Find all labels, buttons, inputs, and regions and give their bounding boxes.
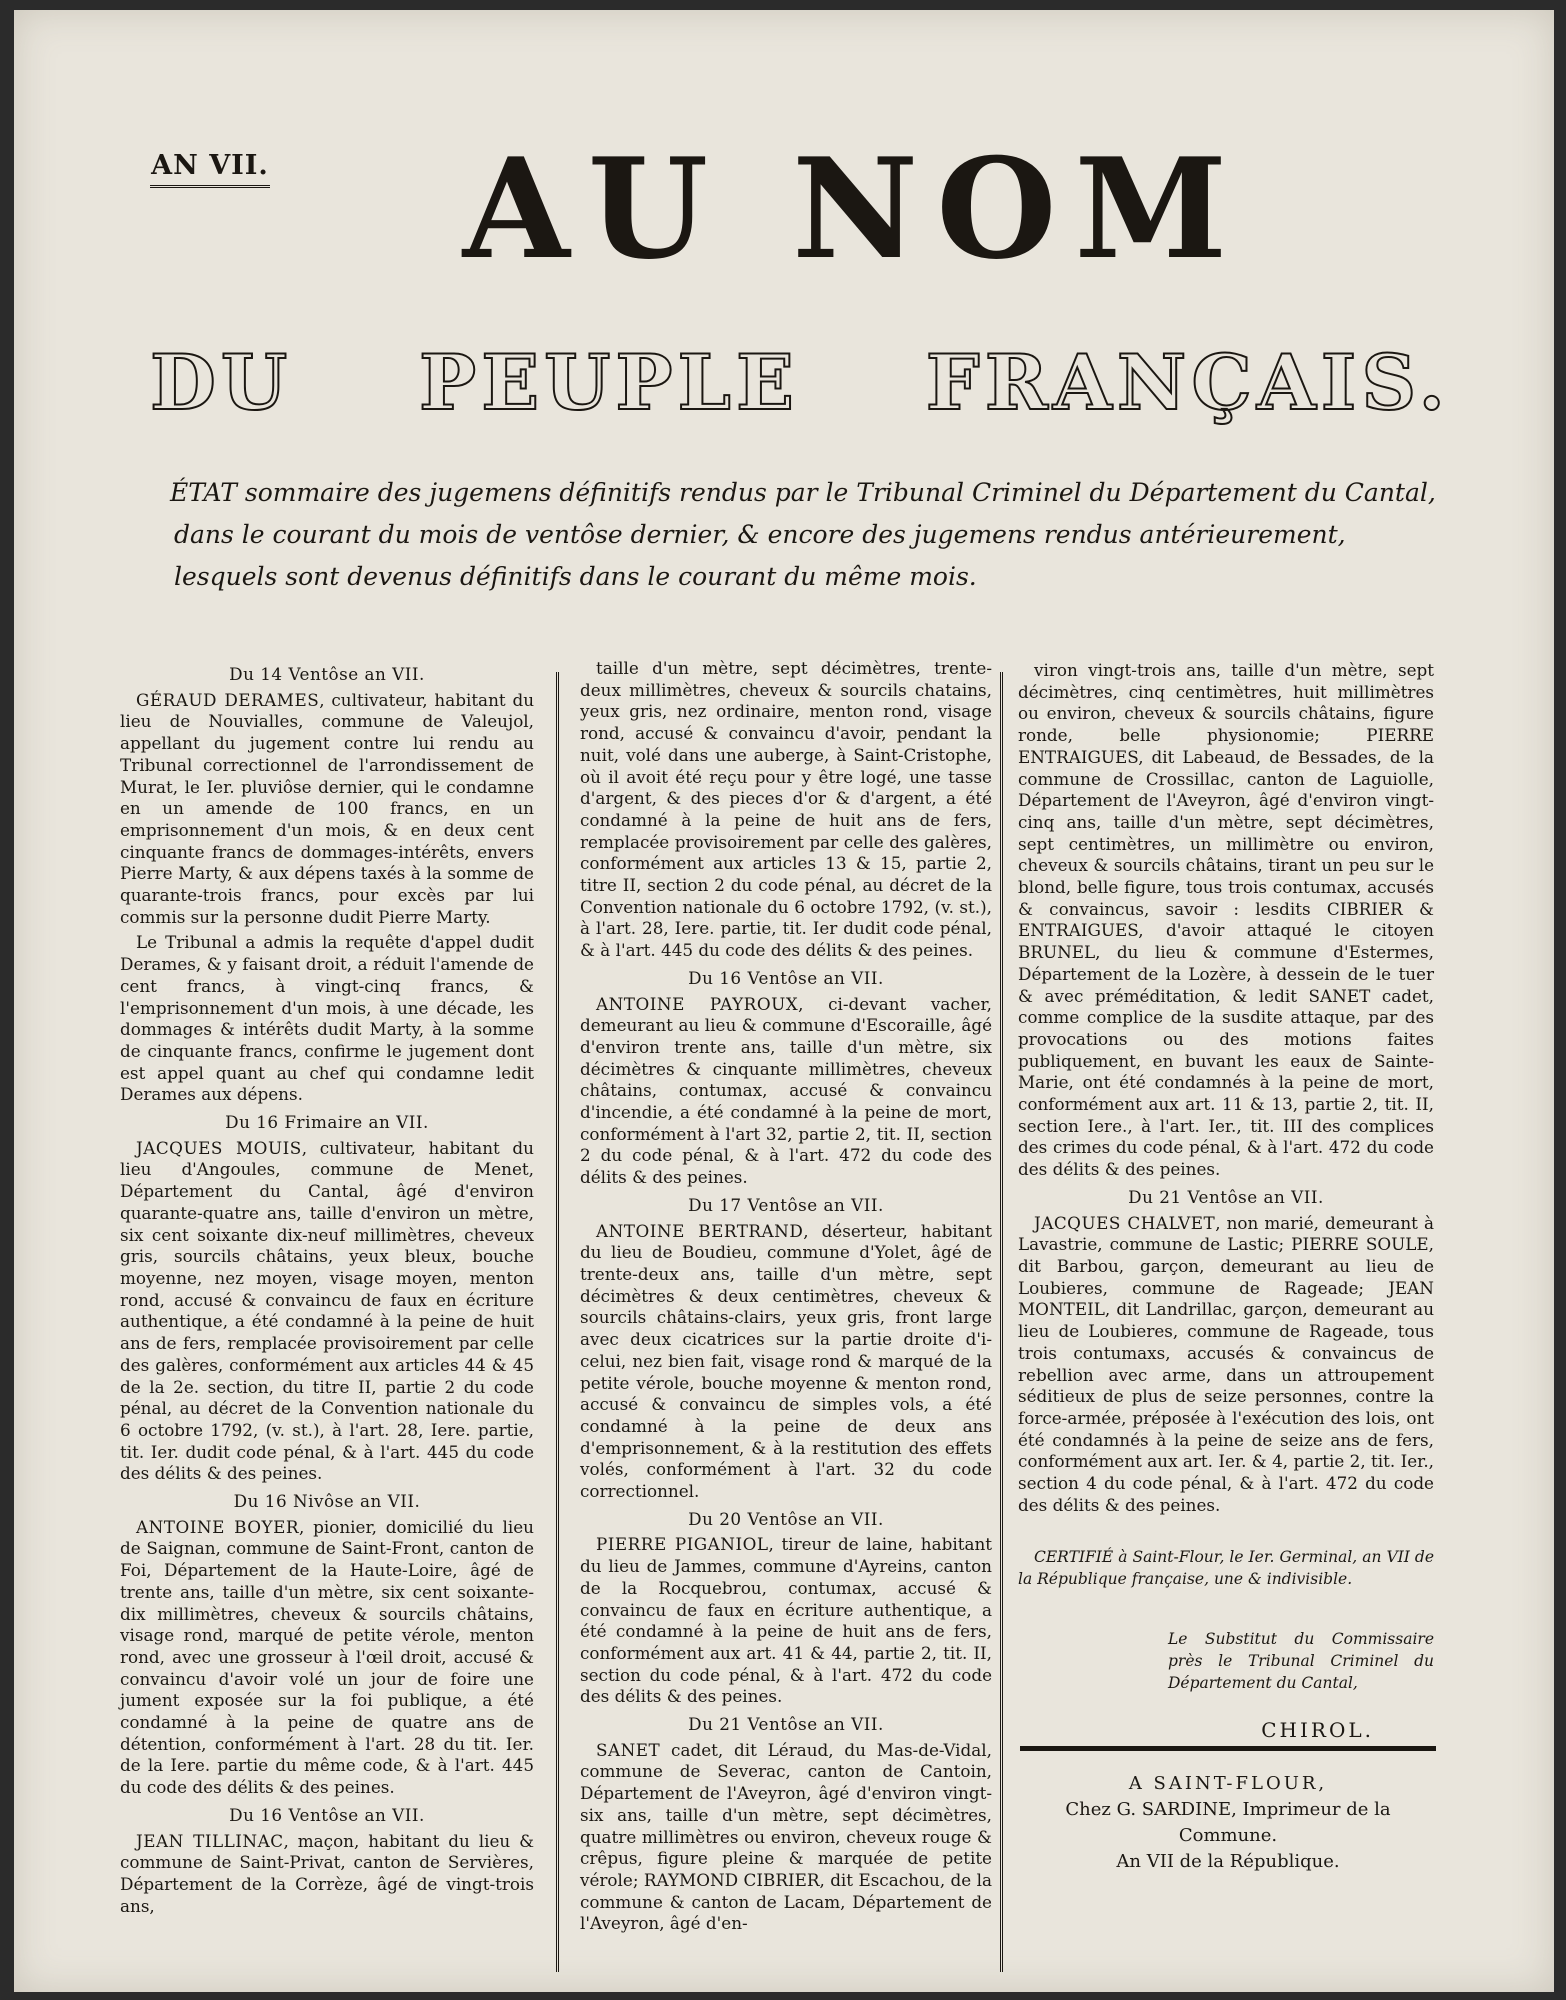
judgment-date: Du 17 Ventôse an VII. bbox=[688, 1194, 884, 1215]
printer-imprint bbox=[1020, 1746, 1436, 1875]
judgment-entry bbox=[580, 1740, 992, 1935]
defendant-name: ANTOINE PAYROUX bbox=[596, 993, 799, 1014]
defendant-name: GÉRAUD DERAMES bbox=[136, 689, 320, 710]
defendant-name: PIERRE PIGANIOL bbox=[596, 1534, 769, 1555]
summary-heading: ÉTAT sommaire des jugemens définitifs rendus par le Tribunal Criminel du Département du Cantal, dans le courant du mois de ventôse dernier, & encore des jugemens rendus antérieurement, lesquels sont devenus définitifs dans le courant du même mois. bbox=[170, 478, 1436, 591]
column-left bbox=[120, 658, 534, 1921]
judgment-date: Du 16 Ventôse an VII. bbox=[688, 967, 884, 988]
judgment-text: , déserteur, habitant du lieu de Boudieu, commune d'Yolet, âgé de trente-deux ans, taille d'un mètre, sept décimètres & deux centimètres, cheveux & sourcils châtains-clairs, yeux gris, front large avec deux cicatrices sur la partie droite d'i-celui, nez bien fait, visage rond & marqué de la petite vérole, bouche moyenne & menton rond, accusé & convaincu de simples vols, a été condamné à la peine de deux ans d'emprisonnement, & à la restitution des effets volés, conformément à l'art. 32 du code correctionnel. bbox=[580, 1220, 992, 1502]
judgment-text: , cultivateur, habitant du lieu d'Angoules, commune de Menet, Département du Cantal, âgé d'environ quarante-quatre ans, taille d'environ un mètre, six cent soixante dix-neuf millimètres, cheveux gris, sourcils châtains, yeux bleux, bouche moyenne, nez moyen, visage moyen, menton rond, accusé & convaincu de faux en écriture authentique, a été condamné à la peine de huit ans de fers, remplacée provisoirement par celle des galères, conformément aux articles 44 & 45 de la 2e. section, du titre II, partie 2 du code pénal, au décret de la Convention nationale du 6 octobre 1792, (v. st.), à l'art. 28, Iere. partie, tit. Ier. dudit code pénal, & à l'art. 445 du code des délits & des peines. bbox=[120, 1137, 534, 1484]
substitut-title: Le Substitut du Commissaire près le Tribunal Criminel du Département du Cantal, bbox=[1168, 1630, 1434, 1693]
defendant-name: ANTOINE BERTRAND bbox=[596, 1220, 804, 1241]
judgment-entry bbox=[1018, 660, 1434, 1181]
printer-name: Chez G. SARDINE, Imprimeur de la Commune. bbox=[1065, 1799, 1391, 1846]
judgment-entry bbox=[580, 1221, 992, 1503]
sub-title bbox=[150, 338, 1450, 427]
judgment-entry bbox=[120, 932, 534, 1106]
judgment-text: taille d'un mètre, sept décimètres, trente-deux millimètres, cheveux & sourcils chatains, yeux gris, nez ordinaire, menton rond, visage rond, accusé & convaincu d'avoir, pendant la nuit, volé dans une auberge, à Saint-Cristophe, où il avoit été reçu pour y être logé, une tasse d'argent, & des pieces d'or & d'argent, a été condamné à la peine de huit ans de fers, remplacée provisoirement par celle des galères, conformément aux articles 13 & 15, partie 2, titre II, section 2 du code pénal, au décret de la Convention nationale du 6 octobre 1792, (v. st.), à l'art. 28, Iere. partie, tit. Ier dudit code pénal, & à l'art. 445 du code des délits & des peines. bbox=[580, 658, 992, 961]
judgment-text: , maçon, habitant du lieu & commune de Saint-Privat, canton de Servières, Département de la Corrèze, âgé de vingt-trois ans, bbox=[120, 1830, 535, 1916]
judgment-date: Du 16 Ventôse an VII. bbox=[229, 1804, 425, 1825]
judgment-text: , pionier, domicilié du lieu de Saignan, commune de Saint-Front, canton de Foi, Département de la Haute-Loire, âgé de trente ans, taille d'un mètre, six cent soixante-dix millimètres, cheveux & sourcils châtains, visage rond, marqué de petite vérole, menton rond, avec une grosseur à l'œil droit, accusé & convaincu d'avoir volé un jour de foire une jument exposée sur la foi publique, a été condamné à la peine de quatre ans de détention, conformément à l'art. 28 du tit. Ier. de la Iere. partie du même code, & à l'art. 445 du code des délits & des peines. bbox=[120, 1516, 534, 1798]
judgment-text: cadet, dit Léraud, du Mas-de-Vidal, commune de Severac, canton de Cantoin, Département de l'Aveyron, âgé d'environ vingt-six ans, taille d'un mètre, sept décimètres, quatre millimètres ou environ, cheveux rouge & crêpus, figure pleine & marquée de petite vérole; RAYMOND CIBRIER, dit Escachou, de la commune & canton de Lacam, Département de l'Aveyron, âgé d'en- bbox=[580, 1739, 992, 1934]
main-title: AU NOM bbox=[462, 127, 1246, 290]
judgment-text: , ci-devant vacher, demeurant au lieu & commune d'Escoraille, âgé d'environ trente ans, taille d'un mètre, six décimètres & cinquante millimètres, cheveux châtains, contumax, accusé & convaincu d'incendie, a été condamné à la peine de mort, conformément à l'art 32, partie 2, tit. II, section 2 du code pénal, & à l'art. 472 du code des délits & des peines. bbox=[580, 993, 992, 1188]
column-right bbox=[1018, 660, 1434, 1742]
judgment-text: , cultivateur, habitant du lieu de Nouvialles, commune de Valeujol, appellant du jugement contre lui rendu au Tribunal correctionnel de l'arrondissement de Murat, le Ier. pluviôse dernier, qui le condamne en un amende de 100 francs, en un emprisonnement d'un mois, & en deux cent cinquante francs de dommages-intérêts, envers Pierre Marty, & aux dépens taxés à la somme de quarante-trois francs, pour excès par lui commis sur la personne dudit Pierre Marty. bbox=[120, 689, 534, 927]
column-divider-left bbox=[556, 672, 559, 1972]
certification: CERTIFIÉ à Saint-Flour, le Ier. Germinal, an VII de la République française, une & indivisible. bbox=[1018, 1548, 1434, 1589]
judgment-entry bbox=[580, 1534, 992, 1708]
column-divider-right bbox=[1000, 672, 1003, 1972]
column-right-entries bbox=[1018, 660, 1434, 1516]
year-tag: AN VII. bbox=[150, 150, 270, 188]
signature: CHIROL. bbox=[1261, 1718, 1374, 1743]
printer-city: A SAINT-FLOUR, bbox=[1128, 1773, 1328, 1794]
defendant-name: JACQUES CHALVET bbox=[1034, 1212, 1216, 1233]
defendant-name: SANET bbox=[596, 1739, 661, 1760]
judgment-text: , non marié, demeurant à Lavastrie, commune de Lastic; PIERRE SOULE, dit Barbou, garçon, demeurant au lieu de Loubieres, commune de Rageade; JEAN MONTEIL, dit Landrillac, garçon, demeurant au lieu de Loubieres, commune de Rageade, tous trois contumaxs, accusés & convaincus de rebellion avec arme, dans un attroupement séditieux de plus de seize personnes, contre la force-armée, préposée à l'exécution des lois, ont été condamnés à la peine de seize ans de fers, conformément aux art. Ier. & 4, partie 2, tit. Ier., section 4 du code pénal, & à l'art. 472 du code des délits & des peines. bbox=[1018, 1212, 1434, 1515]
judgment-entry bbox=[120, 1831, 534, 1918]
judgment-entry bbox=[580, 658, 992, 962]
judgment-date: Du 20 Ventôse an VII. bbox=[688, 1508, 884, 1529]
defendant-name: ANTOINE BOYER bbox=[136, 1516, 299, 1537]
judgment-text: Le Tribunal a admis la requête d'appel dudit Derames, & y faisant droit, a réduit l'amende de cent francs, à vingt-cinq francs, & l'emprisonnement d'un mois, à une décade, les dommages & intérêts dudit Marty, à la somme de cinquante francs, confirme le jugement dont est appel quant au chef qui condamne ledit Derames aux dépens. bbox=[120, 932, 534, 1105]
judgment-entry bbox=[120, 1138, 534, 1485]
judgment-date: Du 21 Ventôse an VII. bbox=[688, 1714, 884, 1735]
judgment-entry bbox=[120, 1517, 534, 1799]
title-word-du: DU bbox=[150, 338, 293, 427]
judgment-entry bbox=[1018, 1213, 1434, 1517]
judgment-date: Du 16 Nivôse an VII. bbox=[233, 1491, 421, 1512]
defendant-name: JEAN TILLINAC bbox=[136, 1830, 284, 1851]
judgment-entry bbox=[120, 690, 534, 929]
judgment-date: Du 14 Ventôse an VII. bbox=[229, 664, 425, 684]
judgment-date: Du 21 Ventôse an VII. bbox=[1128, 1186, 1324, 1207]
defendant-name: JACQUES MOUIS bbox=[136, 1137, 302, 1158]
poster-sheet bbox=[14, 10, 1554, 1992]
title-word-peuple: PEUPLE bbox=[419, 338, 799, 427]
judgment-entry bbox=[580, 994, 992, 1189]
judgment-date: Du 16 Frimaire an VII. bbox=[225, 1112, 429, 1133]
title-word-francais: FRANÇAIS. bbox=[925, 338, 1450, 427]
judgment-text: , tireur de laine, habitant du lieu de Jammes, commune d'Ayreins, canton de la Rocquebrou, contumax, accusé & convaincu de faux en écriture authentique, a été condamné à la peine de huit ans de fers, conformément aux art. 41 & 44, partie 2, tit. II, section du code pénal, & à l'art. 472 du code des délits & des peines. bbox=[580, 1534, 992, 1707]
judgment-text: viron vingt-trois ans, taille d'un mètre, sept décimètres, cinq centimètres, huit millimètres ou environ, cheveux & sourcils châtains, figure ronde, belle physionomie; PIERRE ENTRAIGUES, dit Labeaud, de Bessades, de la commune de Crossillac, canton de Laguiolle, Département de l'Aveyron, âgé d'environ vingt-cinq ans, taille d'un mètre, sept décimètres, sept centimètres, un millimètre ou environ, cheveux & sourcils châtains, tirant un peu sur le blond, belle figure, tous trois contumax, accusés & convaincus, savoir : lesdits CIBRIER & ENTRAIGUES, d'avoir attaqué le citoyen BRUNEL, du lieu & commune d'Estermes, Département de la Lozère, à dessein de le tuer & avec préméditation, & ledit SANET cadet, comme complice de la susdite attaque, par des provocations ou des motions faites publiquement, en buvant les eaux de Sainte-Marie, ont été condamnés à la peine de mort, conformément aux art. 11 & 13, partie 2, tit. II, section Iere., à l'art. Ier., tit. III des complices des crimes du code pénal, & à l'art. 472 du code des délits & des peines. bbox=[1018, 660, 1434, 1180]
printer-year: An VII de la République. bbox=[1116, 1851, 1340, 1872]
column-middle bbox=[580, 658, 992, 1939]
